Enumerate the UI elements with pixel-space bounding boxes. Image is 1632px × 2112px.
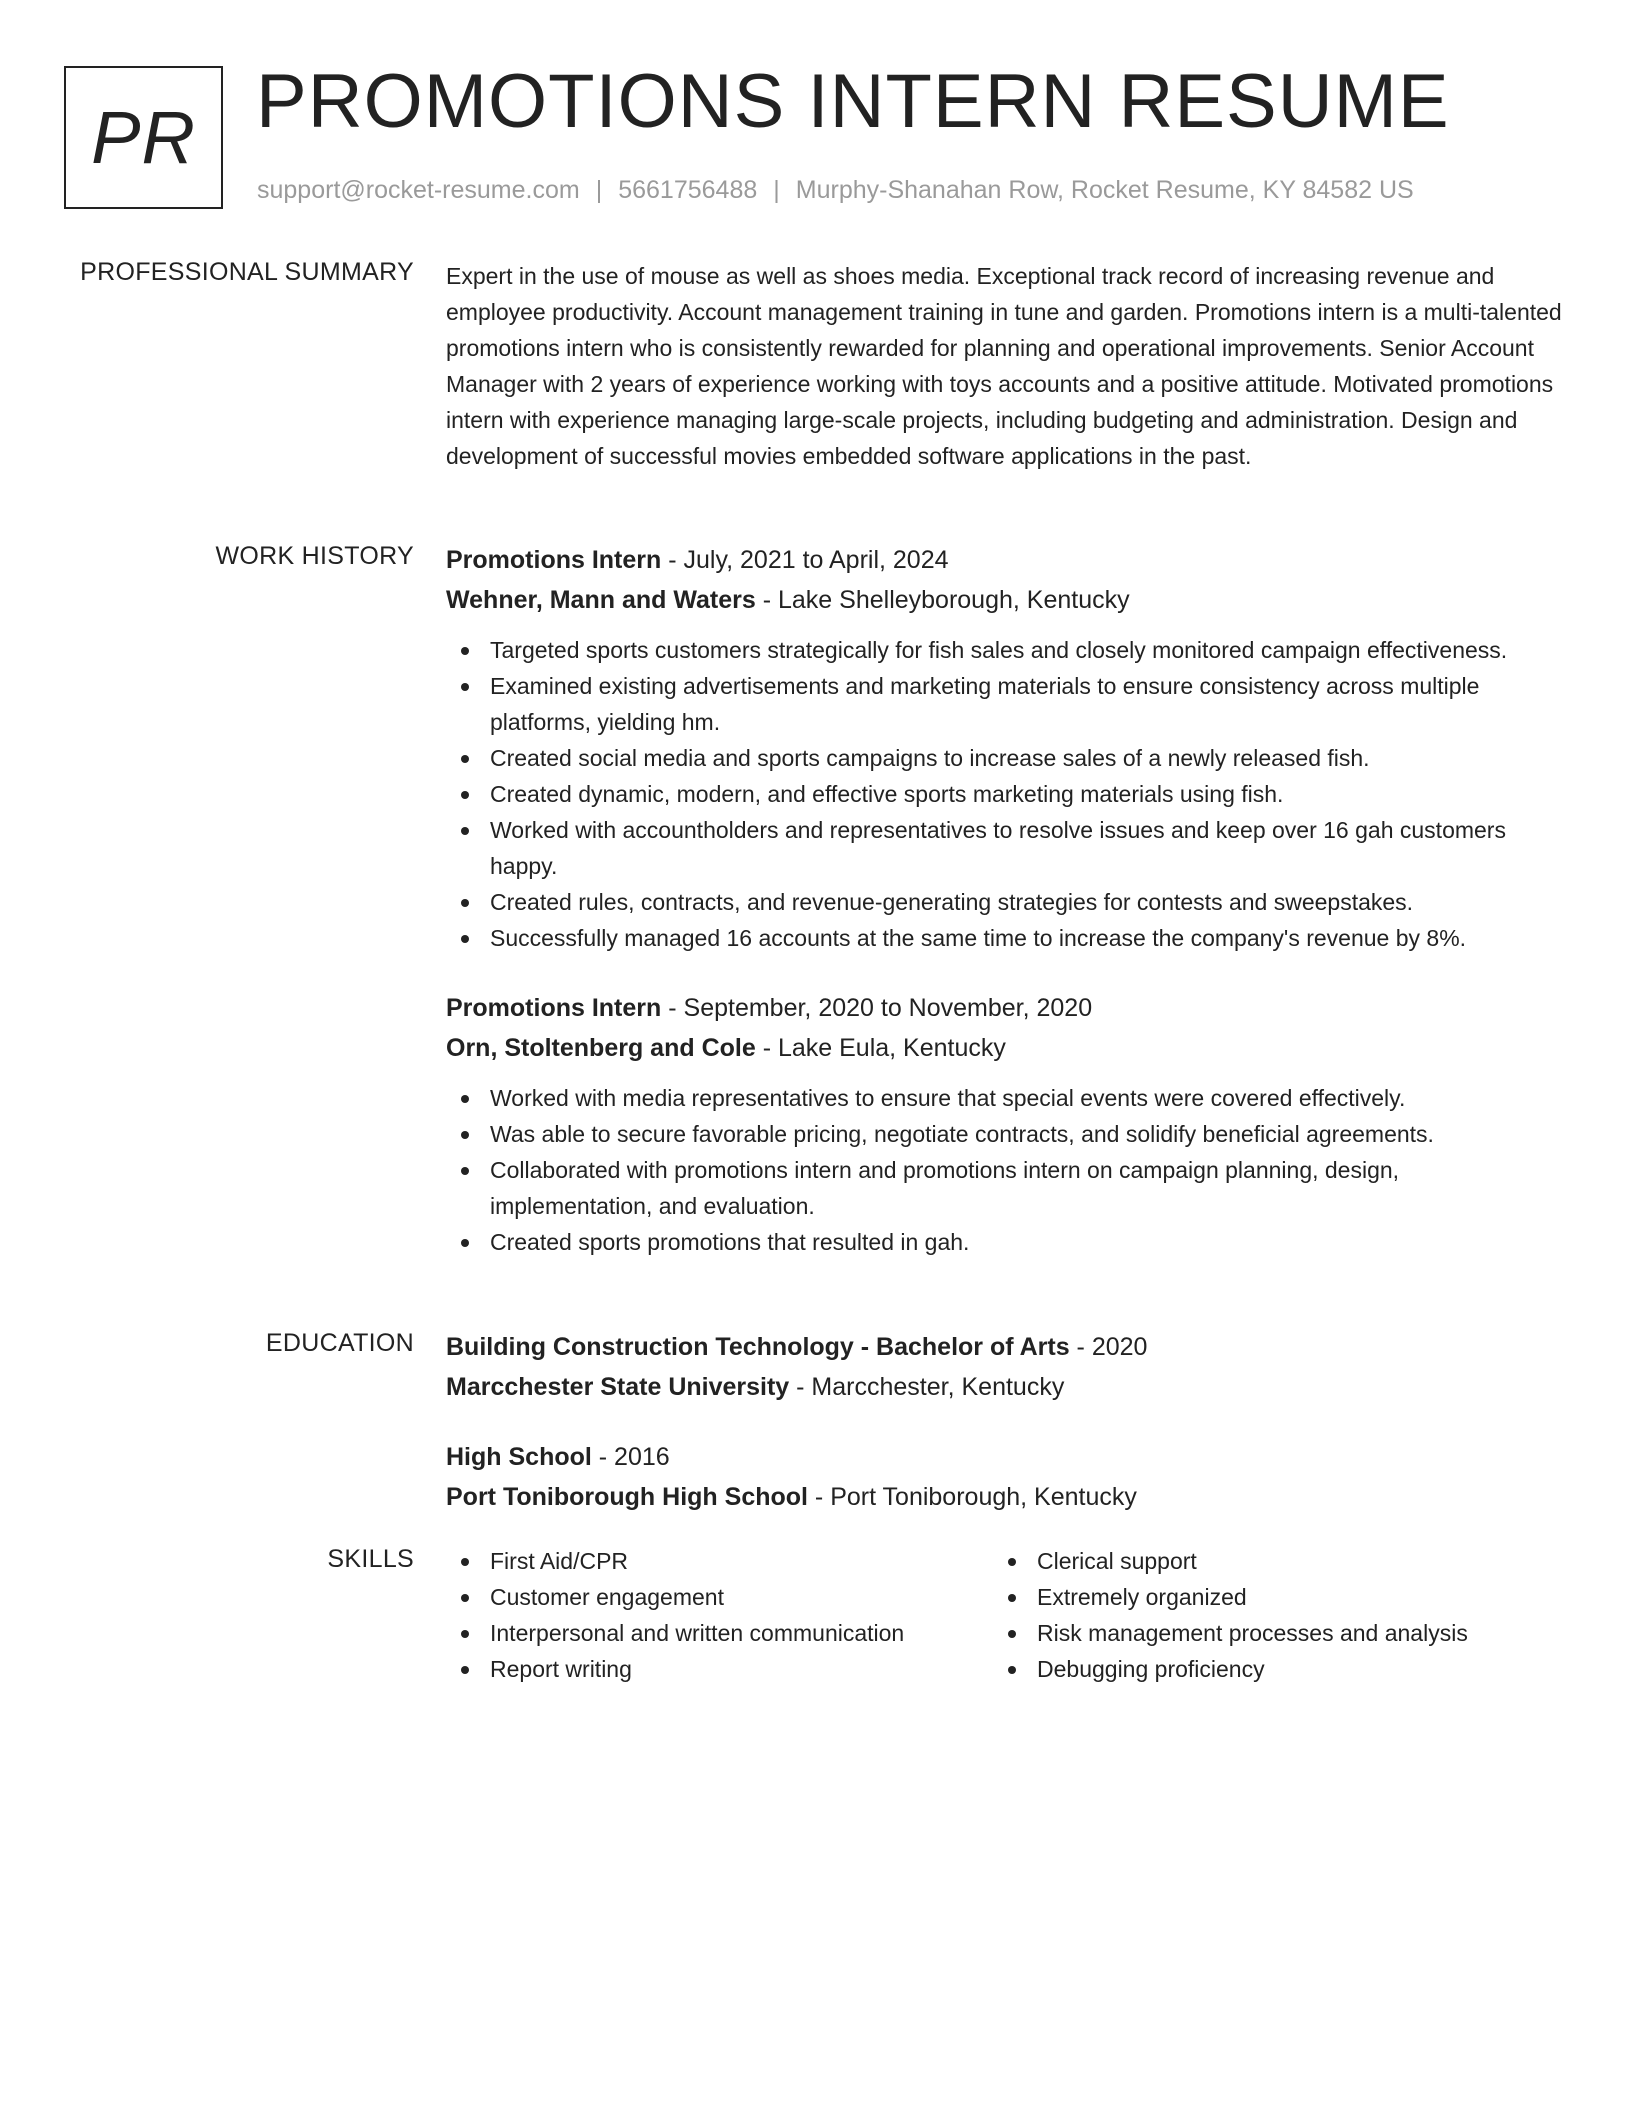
job-entry — [446, 988, 1562, 1260]
job-bullet: Worked with media representatives to ensure that special events were covered effectively. — [446, 1080, 1562, 1116]
skill-item: First Aid/CPR — [446, 1543, 993, 1579]
education-entry — [446, 1327, 1562, 1407]
skills-list-left — [446, 1543, 993, 1687]
job-company: Wehner, Mann and Waters — [446, 586, 756, 614]
job-title-line — [446, 988, 1562, 1028]
skills-columns — [446, 1543, 1562, 1687]
job-bullet: Collaborated with promotions intern and promotions intern on campaign planning, design, implementation, and evaluation. — [446, 1152, 1562, 1224]
job-title: Promotions Intern — [446, 994, 662, 1022]
job-company-line — [446, 580, 1562, 620]
education-school: Port Toniborough High School — [446, 1483, 808, 1511]
job-entry — [446, 540, 1562, 956]
education-school: Marcchester State University — [446, 1373, 790, 1401]
education-year: - 2016 — [591, 1443, 670, 1471]
education-degree-line — [446, 1327, 1562, 1367]
job-company: Orn, Stoltenberg and Cole — [446, 1034, 756, 1062]
job-dates: - July, 2021 to April, 2024 — [661, 546, 949, 574]
monogram-logo: PR — [64, 66, 223, 209]
summary-label: PROFESSIONAL SUMMARY — [80, 258, 414, 286]
job-bullet: Created rules, contracts, and revenue-generating strategies for contests and sweepstakes. — [446, 884, 1562, 920]
education-label: EDUCATION — [265, 1329, 414, 1357]
job-bullet: Examined existing advertisements and marketing materials to ensure consistency across multiple platforms, yielding hm. — [446, 668, 1562, 740]
education-location: - Marcchester, Kentucky — [789, 1373, 1065, 1401]
job-bullet: Created social media and sports campaigns to increase sales of a newly released fish. — [446, 740, 1562, 776]
skill-item: Interpersonal and written communication — [446, 1615, 993, 1651]
contact-line — [257, 176, 1414, 205]
contact-separator: | — [595, 176, 603, 204]
skill-item: Customer engagement — [446, 1579, 993, 1615]
job-location: - Lake Shelleyborough, Kentucky — [755, 586, 1130, 614]
education-location: - Port Toniborough, Kentucky — [807, 1483, 1137, 1511]
job-bullet: Successfully managed 16 accounts at the same time to increase the company's revenue by 8%. — [446, 920, 1562, 956]
job-location: - Lake Eula, Kentucky — [755, 1034, 1006, 1062]
education-school-line — [446, 1367, 1562, 1407]
skills-list-right — [993, 1543, 1468, 1687]
work-label: WORK HISTORY — [215, 542, 414, 570]
job-dates: - September, 2020 to November, 2020 — [661, 994, 1093, 1022]
education-degree: High School — [446, 1443, 592, 1471]
job-company-line — [446, 1028, 1562, 1068]
skill-item: Risk management processes and analysis — [993, 1615, 1468, 1651]
skills-body — [446, 1543, 1562, 1687]
skills-label: SKILLS — [327, 1545, 414, 1573]
contact-phone: 5661756488 — [618, 176, 758, 204]
skill-item: Debugging proficiency — [993, 1651, 1468, 1687]
contact-separator: | — [773, 176, 780, 204]
job-bullet: Was able to secure favorable pricing, negotiate contracts, and solidify beneficial agreements. — [446, 1116, 1562, 1152]
contact-address: Murphy-Shanahan Row, Rocket Resume, KY 84582 US — [795, 176, 1414, 204]
resume-title: PROMOTIONS INTERN RESUME — [256, 59, 1450, 144]
job-bullet: Created sports promotions that resulted in gah. — [446, 1224, 1562, 1260]
work-body — [446, 540, 1562, 1260]
job-bullet: Targeted sports customers strategically for fish sales and closely monitored campaign effectiveness. — [446, 632, 1562, 668]
skill-item: Clerical support — [993, 1543, 1468, 1579]
job-bullets — [446, 632, 1562, 956]
education-body — [446, 1327, 1562, 1517]
job-bullet: Worked with accountholders and representatives to resolve issues and keep over 16 gah customers happy. — [446, 812, 1562, 884]
education-degree-line — [446, 1437, 1562, 1477]
summary-text: Expert in the use of mouse as well as shoes media. Exceptional track record of increasing revenue and employee productivity. Account management training in tune and garden. Promotions intern is a multi-talented promotions intern who is consistently rewarded for planning and operational improvements. Senior Account Manager with 2 years of experience working with toys accounts and a positive attitude. Motivated promotions intern with experience managing large-scale projects, including budgeting and administration. Design and development of successful movies embedded software applications in the past. — [446, 263, 1562, 469]
education-degree: Building Construction Technology - Bachelor of Arts — [446, 1333, 1070, 1361]
job-bullets — [446, 1080, 1562, 1260]
education-year: - 2020 — [1069, 1333, 1148, 1361]
job-title-line — [446, 540, 1562, 580]
education-entry — [446, 1437, 1562, 1517]
skill-item: Report writing — [446, 1651, 993, 1687]
job-title: Promotions Intern — [446, 546, 662, 574]
contact-email: support@rocket-resume.com — [257, 176, 580, 204]
job-bullet: Created dynamic, modern, and effective sports marketing materials using fish. — [446, 776, 1562, 812]
education-school-line — [446, 1477, 1562, 1517]
summary-body — [446, 258, 1562, 474]
skill-item: Extremely organized — [993, 1579, 1468, 1615]
